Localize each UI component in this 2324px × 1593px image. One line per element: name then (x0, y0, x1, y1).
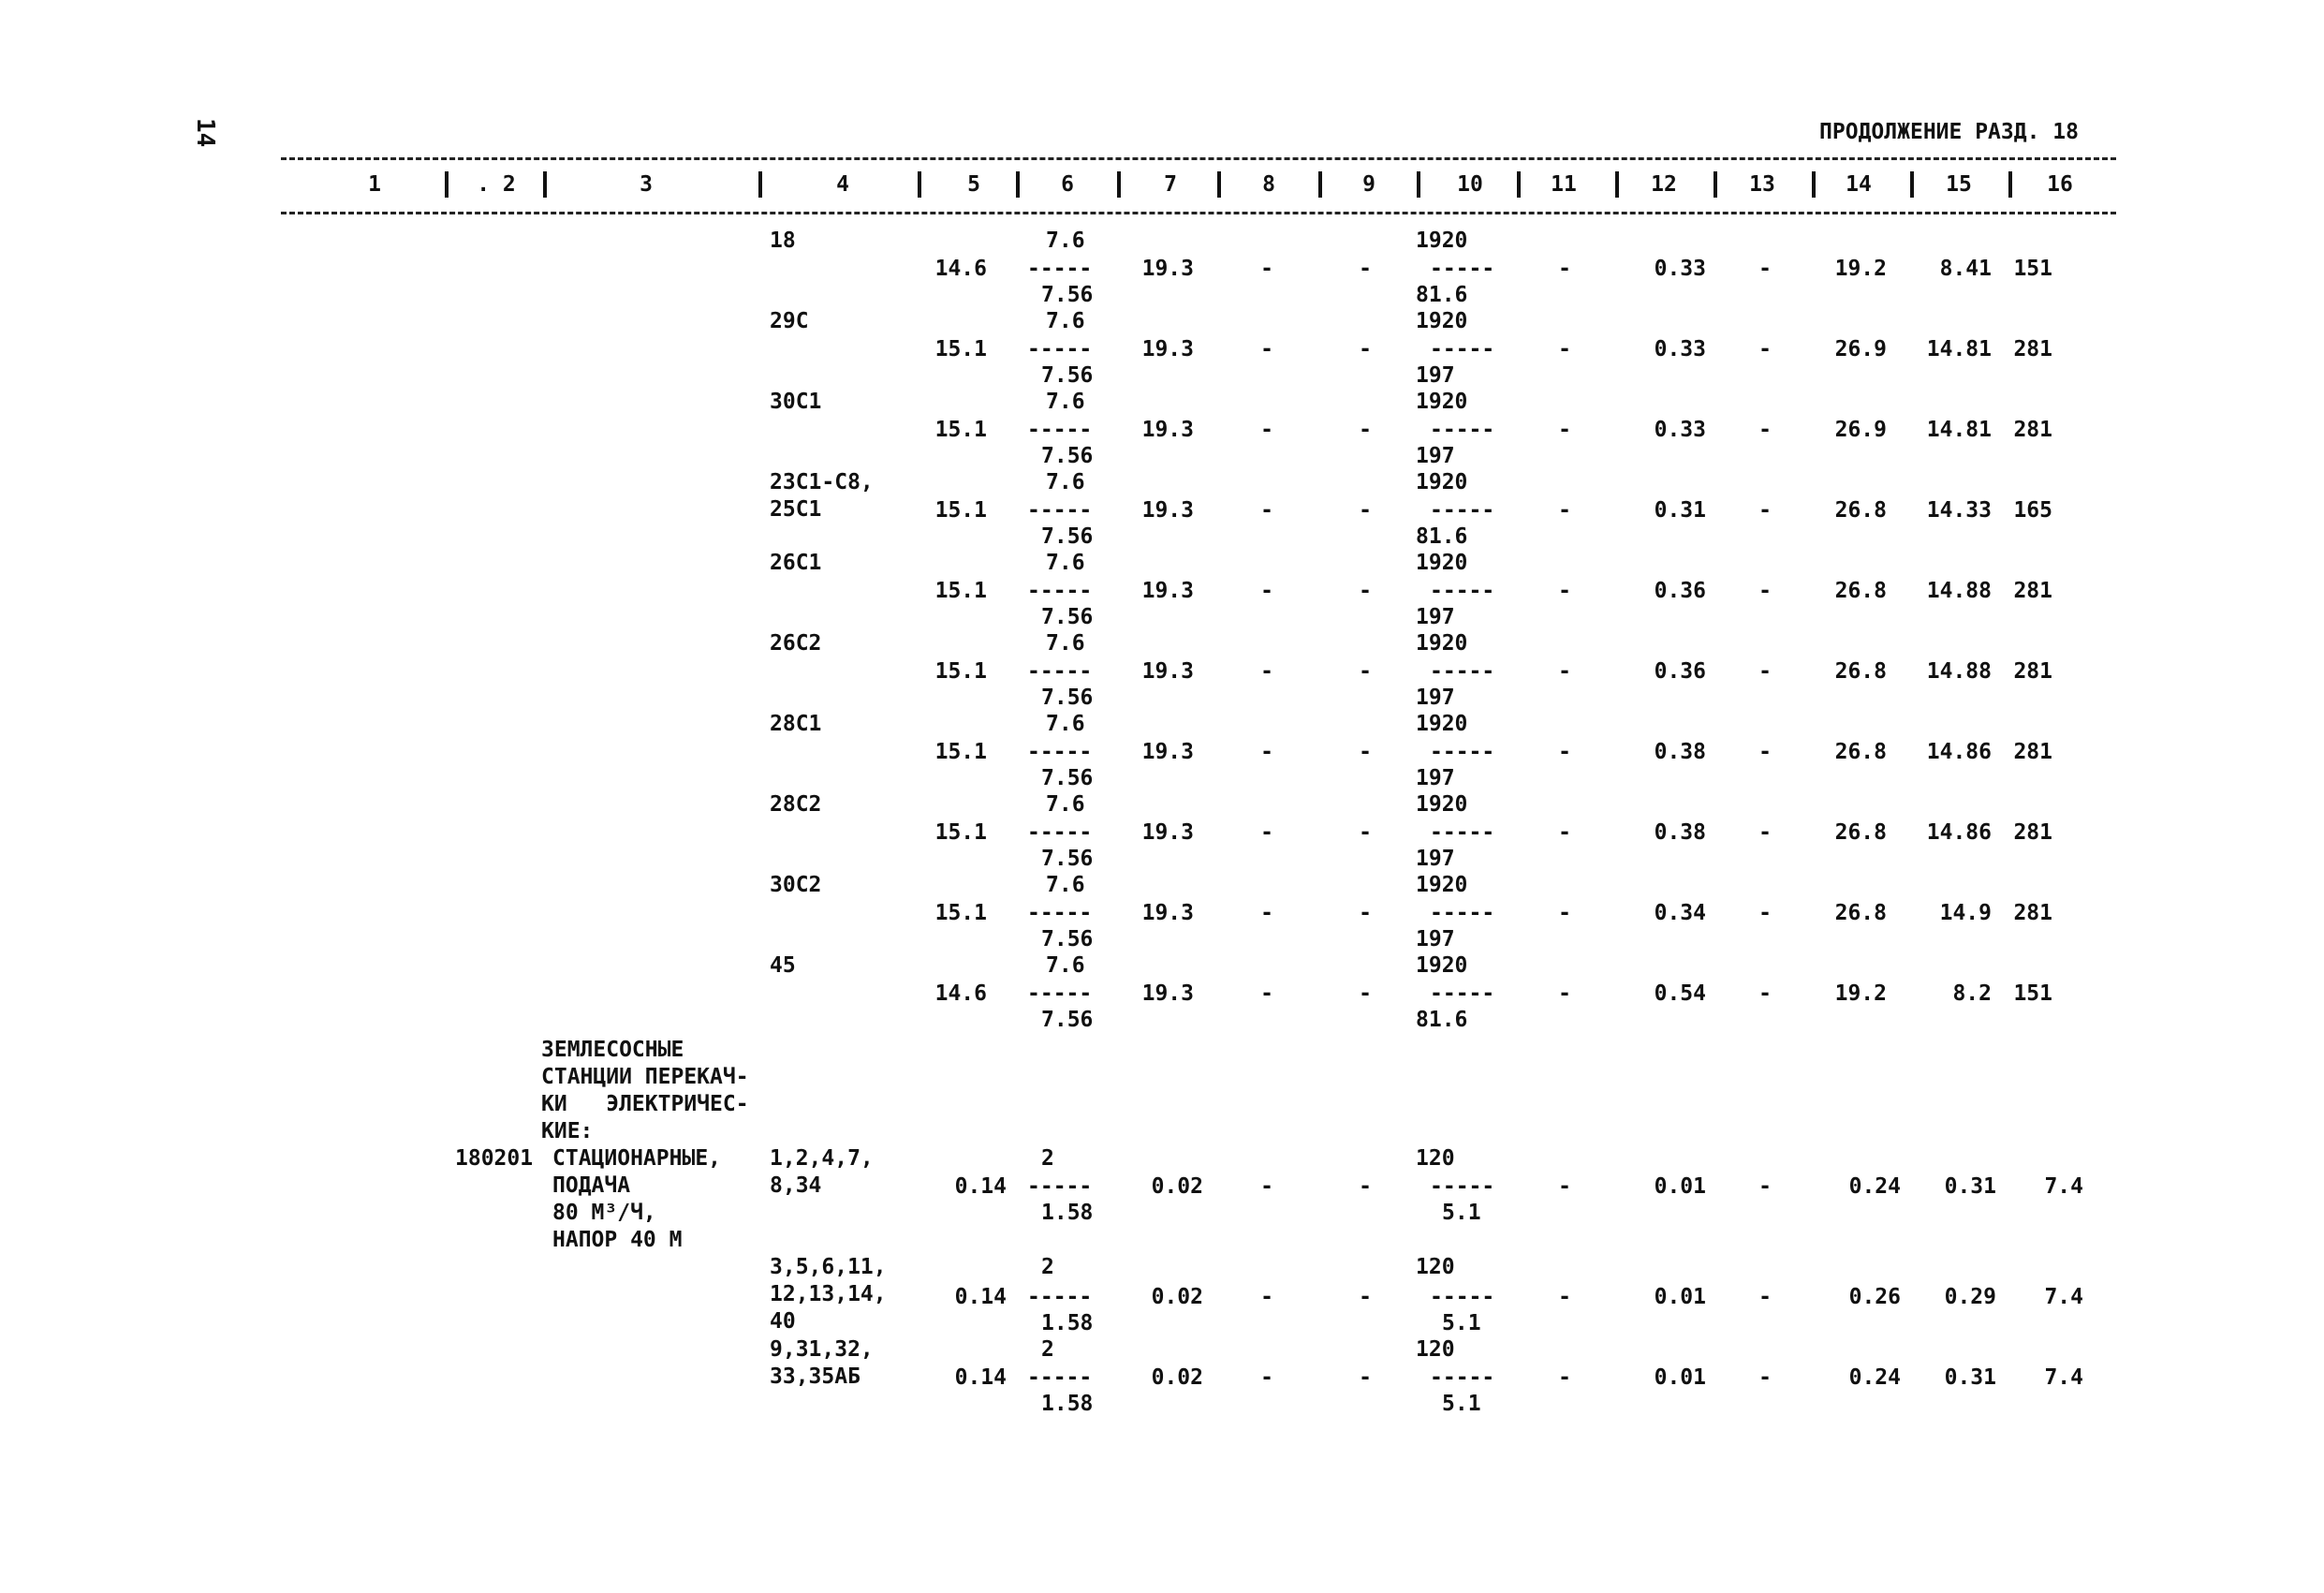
cell-c15: 14.81 (1926, 418, 1992, 442)
cell-c7: 19.3 (1141, 740, 1194, 764)
row-label: 30С2 (770, 873, 822, 897)
cell-c8: - (1260, 1365, 1273, 1390)
cell-c6-denominator: 1.58 (1041, 1311, 1094, 1335)
cell-c10-denominator: 197 (1416, 363, 1455, 388)
cell-c7: 0.02 (1151, 1285, 1203, 1309)
cell-c12: 0.33 (1654, 418, 1706, 442)
fraction-line: ----- (1430, 820, 1495, 845)
fraction-line: ----- (1027, 1285, 1093, 1309)
fraction-line: ----- (1430, 901, 1495, 925)
cell-c5: 15.1 (934, 820, 987, 845)
row-label: 26С1 (770, 551, 822, 575)
cell-c5: 14.6 (934, 981, 987, 1006)
cell-c10-denominator: 197 (1416, 847, 1455, 871)
cell-c12: 0.01 (1654, 1174, 1706, 1199)
cell-c10-numerator: 1920 (1416, 631, 1468, 656)
cell-c7: 19.3 (1141, 579, 1194, 603)
cell-c12: 0.01 (1654, 1285, 1706, 1309)
cell-c16: 281 (2013, 418, 2052, 442)
row-label: 18 (770, 229, 796, 253)
cell-c7: 19.3 (1141, 257, 1194, 281)
cell-c15: 14.33 (1926, 498, 1992, 523)
cell-c16: 165 (2013, 498, 2052, 523)
cell-c6-numerator: 7.6 (1046, 390, 1085, 414)
cell-c5: 15.1 (934, 659, 987, 684)
cell-c7: 0.02 (1151, 1365, 1203, 1390)
column-separator (1615, 171, 1619, 198)
cell-c9: - (1359, 498, 1372, 523)
cell-c7: 19.3 (1141, 981, 1194, 1006)
cell-c8: - (1260, 1285, 1273, 1309)
cell-c9: - (1359, 257, 1372, 281)
cell-c10-denominator: 5.1 (1442, 1201, 1481, 1225)
cell-c9: - (1359, 337, 1372, 361)
column-separator (1517, 171, 1521, 198)
row-label: 28С2 (770, 792, 822, 817)
row-label: 33,35АБ (770, 1364, 860, 1389)
cell-c8: - (1260, 579, 1273, 603)
cell-c12: 0.36 (1654, 579, 1706, 603)
cell-c6-numerator: 2 (1041, 1337, 1054, 1362)
cell-c12: 0.38 (1654, 820, 1706, 845)
item-description-line: 80 М³/Ч, (552, 1201, 656, 1225)
column-header-12: 12 (1651, 172, 1677, 197)
fraction-line: ----- (1027, 1174, 1093, 1199)
cell-c10-denominator: 197 (1416, 927, 1455, 951)
cell-c11: - (1558, 659, 1571, 684)
cell-c6-numerator: 7.6 (1046, 309, 1085, 333)
cell-c9: - (1359, 981, 1372, 1006)
cell-c15: 14.9 (1939, 901, 1992, 925)
cell-c12: 0.33 (1654, 257, 1706, 281)
cell-c15: 8.2 (1952, 981, 1992, 1006)
cell-c12: 0.33 (1654, 337, 1706, 361)
cell-c7: 0.02 (1151, 1174, 1203, 1199)
cell-c10-numerator: 1920 (1416, 551, 1468, 575)
cell-c12: 0.38 (1654, 740, 1706, 764)
row-label: 25С1 (770, 497, 822, 522)
cell-c10-numerator: 1920 (1416, 390, 1468, 414)
cell-c5: 14.6 (934, 257, 987, 281)
cell-c5: 15.1 (934, 418, 987, 442)
cell-c6-numerator: 7.6 (1046, 470, 1085, 494)
cell-c13: - (1758, 579, 1772, 603)
cell-c15: 14.86 (1926, 820, 1992, 845)
fraction-line: ----- (1430, 740, 1495, 764)
column-header-14: 14 (1846, 172, 1872, 197)
cell-c13: - (1758, 1365, 1772, 1390)
cell-c6-numerator: 7.6 (1046, 229, 1085, 253)
cell-c16: 7.4 (2044, 1174, 2083, 1199)
cell-c11: - (1558, 901, 1571, 925)
section-heading-line: КИЕ: (541, 1119, 594, 1143)
cell-c6-numerator: 7.6 (1046, 873, 1085, 897)
cell-c5: 15.1 (934, 579, 987, 603)
cell-c6-denominator: 1.58 (1041, 1392, 1094, 1416)
cell-c5: 0.14 (954, 1285, 1007, 1309)
fraction-line: ----- (1430, 659, 1495, 684)
cell-c11: - (1558, 1365, 1571, 1390)
cell-c11: - (1558, 337, 1571, 361)
cell-c14: 26.8 (1834, 579, 1887, 603)
column-header-11: 11 (1551, 172, 1577, 197)
cell-c6-denominator: 7.56 (1041, 766, 1094, 790)
column-separator (758, 171, 762, 198)
cell-c16: 281 (2013, 579, 2052, 603)
fraction-line: ----- (1430, 579, 1495, 603)
fraction-line: ----- (1430, 498, 1495, 523)
item-code: 180201 (455, 1146, 534, 1171)
fraction-line: ----- (1027, 659, 1093, 684)
cell-c16: 151 (2013, 257, 2052, 281)
cell-c5: 15.1 (934, 901, 987, 925)
cell-c10-numerator: 1920 (1416, 309, 1468, 333)
cell-c11: - (1558, 981, 1571, 1006)
cell-c6-numerator: 7.6 (1046, 792, 1085, 817)
row-label: 26С2 (770, 631, 822, 656)
cell-c16: 281 (2013, 337, 2052, 361)
cell-c13: - (1758, 659, 1772, 684)
cell-c10-numerator: 120 (1416, 1337, 1455, 1362)
row-label: 8,34 (770, 1173, 822, 1198)
column-separator (1417, 171, 1420, 198)
cell-c14: 26.9 (1834, 337, 1887, 361)
cell-c10-numerator: 1920 (1416, 712, 1468, 736)
cell-c10-denominator: 197 (1416, 605, 1455, 629)
cell-c12: 0.34 (1654, 901, 1706, 925)
section-heading-line: ЗЕМЛЕСОСНЫЕ (541, 1038, 684, 1062)
cell-c10-numerator: 1920 (1416, 953, 1468, 978)
cell-c16: 151 (2013, 981, 2052, 1006)
fraction-line: ----- (1027, 901, 1093, 925)
cell-c9: - (1359, 1174, 1372, 1199)
cell-c6-denominator: 7.56 (1041, 444, 1094, 468)
cell-c13: - (1758, 740, 1772, 764)
column-header-7: 7 (1164, 172, 1177, 197)
cell-c6-denominator: 7.56 (1041, 605, 1094, 629)
cell-c14: 26.8 (1834, 901, 1887, 925)
column-separator (1117, 171, 1121, 198)
cell-c11: - (1558, 579, 1571, 603)
cell-c7: 19.3 (1141, 901, 1194, 925)
cell-c6-denominator: 7.56 (1041, 283, 1094, 307)
column-separator (1812, 171, 1816, 198)
header-title: ПРОДОЛЖЕНИЕ РАЗД. 18 (1819, 120, 2079, 144)
cell-c10-denominator: 81.6 (1416, 283, 1468, 307)
cell-c11: - (1558, 498, 1571, 523)
item-description-line: ПОДАЧА (552, 1173, 631, 1198)
cell-c11: - (1558, 257, 1571, 281)
column-header-16: 16 (2047, 172, 2073, 197)
cell-c8: - (1260, 337, 1273, 361)
cell-c8: - (1260, 981, 1273, 1006)
cell-c6-numerator: 7.6 (1046, 953, 1085, 978)
cell-c6-denominator: 7.56 (1041, 1008, 1094, 1032)
column-header-4: 4 (836, 172, 849, 197)
fraction-line: ----- (1430, 418, 1495, 442)
cell-c15: 0.29 (1944, 1285, 1996, 1309)
cell-c12: 0.01 (1654, 1365, 1706, 1390)
fraction-line: ----- (1027, 740, 1093, 764)
cell-c8: - (1260, 257, 1273, 281)
fraction-line: ----- (1027, 820, 1093, 845)
cell-c11: - (1558, 1285, 1571, 1309)
cell-c16: 281 (2013, 820, 2052, 845)
cell-c10-numerator: 1920 (1416, 229, 1468, 253)
cell-c6-denominator: 7.56 (1041, 686, 1094, 710)
section-heading-line: СТАНЦИИ ПЕРЕКАЧ- (541, 1065, 749, 1089)
cell-c15: 8.41 (1939, 257, 1992, 281)
cell-c5: 0.14 (954, 1365, 1007, 1390)
cell-c9: - (1359, 820, 1372, 845)
fraction-line: ----- (1027, 1365, 1093, 1390)
cell-c6-numerator: 7.6 (1046, 631, 1085, 656)
cell-c10-denominator: 197 (1416, 686, 1455, 710)
row-label: 3,5,6,11, (770, 1255, 887, 1279)
cell-c6-numerator: 2 (1041, 1255, 1054, 1279)
cell-c15: 0.31 (1944, 1174, 1996, 1199)
column-separator (918, 171, 921, 198)
fraction-line: ----- (1430, 1174, 1495, 1199)
cell-c9: - (1359, 901, 1372, 925)
cell-c10-numerator: 1920 (1416, 470, 1468, 494)
cell-c12: 0.31 (1654, 498, 1706, 523)
cell-c10-denominator: 197 (1416, 766, 1455, 790)
cell-c7: 19.3 (1141, 418, 1194, 442)
column-header-3: 3 (640, 172, 653, 197)
cell-c11: - (1558, 820, 1571, 845)
row-label: 12,13,14, (770, 1282, 887, 1306)
column-header-13: 13 (1749, 172, 1775, 197)
cell-c16: 281 (2013, 740, 2052, 764)
cell-c16: 7.4 (2044, 1365, 2083, 1390)
cell-c6-denominator: 7.56 (1041, 927, 1094, 951)
item-description-line: НАПОР 40 М (552, 1228, 683, 1252)
row-label: 23С1-С8, (770, 470, 874, 494)
cell-c14: 26.8 (1834, 659, 1887, 684)
cell-c6-denominator: 7.56 (1041, 524, 1094, 549)
cell-c13: - (1758, 1285, 1772, 1309)
column-header-8: 8 (1262, 172, 1275, 197)
cell-c9: - (1359, 659, 1372, 684)
cell-c14: 0.24 (1848, 1365, 1901, 1390)
cell-c5: 15.1 (934, 337, 987, 361)
column-separator (1910, 171, 1914, 198)
cell-c9: - (1359, 418, 1372, 442)
cell-c15: 14.88 (1926, 659, 1992, 684)
page-number: 14 (191, 118, 219, 148)
cell-c14: 26.9 (1834, 418, 1887, 442)
cell-c10-denominator: 81.6 (1416, 524, 1468, 549)
cell-c10-denominator: 5.1 (1442, 1311, 1481, 1335)
cell-c13: - (1758, 981, 1772, 1006)
cell-c6-numerator: 7.6 (1046, 712, 1085, 736)
cell-c5: 0.14 (954, 1174, 1007, 1199)
column-header-15: 15 (1946, 172, 1972, 197)
fraction-line: ----- (1027, 337, 1093, 361)
cell-c10-denominator: 5.1 (1442, 1392, 1481, 1416)
cell-c13: - (1758, 1174, 1772, 1199)
cell-c15: 14.81 (1926, 337, 1992, 361)
cell-c7: 19.3 (1141, 337, 1194, 361)
cell-c13: - (1758, 418, 1772, 442)
section-heading-line: КИ ЭЛЕКТРИЧЕС- (541, 1092, 749, 1116)
row-label: 1,2,4,7, (770, 1146, 874, 1171)
header-top-rule (281, 157, 2116, 160)
cell-c5: 15.1 (934, 740, 987, 764)
cell-c10-denominator: 81.6 (1416, 1008, 1468, 1032)
cell-c8: - (1260, 901, 1273, 925)
cell-c9: - (1359, 1365, 1372, 1390)
cell-c14: 19.2 (1834, 981, 1887, 1006)
cell-c12: 0.36 (1654, 659, 1706, 684)
row-label: 40 (770, 1309, 796, 1334)
column-header-6: 6 (1061, 172, 1074, 197)
column-separator (543, 171, 547, 198)
fraction-line: ----- (1430, 1285, 1495, 1309)
cell-c6-denominator: 1.58 (1041, 1201, 1094, 1225)
cell-c15: 14.88 (1926, 579, 1992, 603)
cell-c15: 0.31 (1944, 1365, 1996, 1390)
cell-c8: - (1260, 659, 1273, 684)
cell-c13: - (1758, 498, 1772, 523)
cell-c14: 0.24 (1848, 1174, 1901, 1199)
cell-c9: - (1359, 1285, 1372, 1309)
cell-c7: 19.3 (1141, 498, 1194, 523)
column-separator (1217, 171, 1221, 198)
cell-c6-numerator: 7.6 (1046, 551, 1085, 575)
cell-c10-numerator: 120 (1416, 1146, 1455, 1171)
column-separator (2008, 171, 2012, 198)
column-separator (445, 171, 449, 198)
item-description-line: СТАЦИОНАРНЫЕ, (552, 1146, 722, 1171)
fraction-line: ----- (1430, 1365, 1495, 1390)
fraction-line: ----- (1027, 257, 1093, 281)
cell-c14: 26.8 (1834, 820, 1887, 845)
cell-c16: 281 (2013, 659, 2052, 684)
cell-c8: - (1260, 418, 1273, 442)
cell-c14: 19.2 (1834, 257, 1887, 281)
column-header-9: 9 (1362, 172, 1375, 197)
cell-c13: - (1758, 901, 1772, 925)
row-label: 30С1 (770, 390, 822, 414)
column-header-5: 5 (967, 172, 980, 197)
cell-c5: 15.1 (934, 498, 987, 523)
cell-c14: 0.26 (1848, 1285, 1901, 1309)
column-separator (1714, 171, 1717, 198)
cell-c16: 7.4 (2044, 1285, 2083, 1309)
row-label: 9,31,32, (770, 1337, 874, 1362)
column-separator (1318, 171, 1322, 198)
cell-c13: - (1758, 820, 1772, 845)
fraction-line: ----- (1027, 579, 1093, 603)
cell-c8: - (1260, 740, 1273, 764)
cell-c6-denominator: 7.56 (1041, 363, 1094, 388)
cell-c8: - (1260, 820, 1273, 845)
row-label: 45 (770, 953, 796, 978)
column-header-2: . 2 (477, 172, 516, 197)
cell-c10-numerator: 120 (1416, 1255, 1455, 1279)
cell-c14: 26.8 (1834, 498, 1887, 523)
cell-c10-denominator: 197 (1416, 444, 1455, 468)
cell-c8: - (1260, 498, 1273, 523)
cell-c10-numerator: 1920 (1416, 873, 1468, 897)
row-label: 29С (770, 309, 809, 333)
cell-c13: - (1758, 337, 1772, 361)
row-label: 28С1 (770, 712, 822, 736)
cell-c10-numerator: 1920 (1416, 792, 1468, 817)
cell-c11: - (1558, 418, 1571, 442)
cell-c9: - (1359, 740, 1372, 764)
cell-c9: - (1359, 579, 1372, 603)
cell-c15: 14.86 (1926, 740, 1992, 764)
fraction-line: ----- (1027, 418, 1093, 442)
cell-c6-denominator: 7.56 (1041, 847, 1094, 871)
column-separator (1016, 171, 1020, 198)
cell-c16: 281 (2013, 901, 2052, 925)
cell-c14: 26.8 (1834, 740, 1887, 764)
cell-c6-numerator: 2 (1041, 1146, 1054, 1171)
header-bottom-rule (281, 212, 2116, 214)
fraction-line: ----- (1027, 981, 1093, 1006)
fraction-line: ----- (1430, 981, 1495, 1006)
cell-c7: 19.3 (1141, 820, 1194, 845)
fraction-line: ----- (1430, 257, 1495, 281)
fraction-line: ----- (1430, 337, 1495, 361)
cell-c11: - (1558, 740, 1571, 764)
cell-c12: 0.54 (1654, 981, 1706, 1006)
cell-c13: - (1758, 257, 1772, 281)
column-header-10: 10 (1457, 172, 1483, 197)
cell-c11: - (1558, 1174, 1571, 1199)
column-header-1: 1 (368, 172, 381, 197)
cell-c7: 19.3 (1141, 659, 1194, 684)
fraction-line: ----- (1027, 498, 1093, 523)
cell-c8: - (1260, 1174, 1273, 1199)
